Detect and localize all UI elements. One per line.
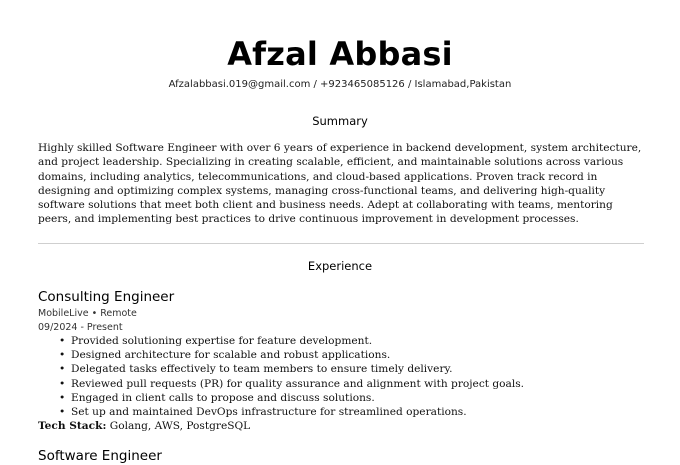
job-title: Software Engineer — [38, 448, 162, 464]
candidate-name: Afzal Abbasi — [227, 35, 453, 73]
experience-heading: Experience — [307, 259, 373, 273]
list-item: • Set up and maintained DevOps infrastructure for streamlined operations. — [71, 405, 524, 419]
summary-heading: Summary — [312, 114, 368, 128]
tech-stack-value: Golang, AWS, PostgreSQL — [106, 420, 251, 432]
job-company: MobileLive • Remote — [38, 308, 137, 319]
list-item: • Reviewed pull requests (PR) for quality assurance and alignment with project goals. — [71, 377, 524, 391]
job-title: Consulting Engineer — [38, 289, 175, 305]
job-dates: 09/2024 - Present — [38, 322, 123, 333]
list-item: • Engaged in client calls to propose and discuss solutions. — [71, 391, 524, 405]
list-item: • Provided solutioning expertise for feature development. — [71, 334, 524, 348]
tech-stack — [38, 419, 250, 433]
contact-line: Afzalabbasi.019@gmail.com / +923465085126 / Islamabad,Pakistan — [168, 79, 512, 90]
tech-stack-label: Tech Stack: — [38, 420, 107, 432]
job-responsibilities — [71, 334, 524, 419]
summary-paragraph: Highly skilled Software Engineer with over 6 years of experience in backend development, system architecture, and project leadership. Specializing in creating scalable, efficient, and maintainable solutions across various domains, including analytics, telecommunications, and cloud-based applications. Proven track record in designing and optimizing complex systems, managing cross-functional teams, and delivering high-quality software solutions that meet both client and business needs. Adept at collaborating with teams, mentoring peers, and implementing best practices to drive continuous improvement in development processes. — [38, 142, 642, 226]
section-divider — [38, 243, 644, 244]
list-item: • Delegated tasks effectively to team members to ensure timely delivery. — [71, 362, 524, 376]
list-item: • Designed architecture for scalable and robust applications. — [71, 348, 524, 362]
